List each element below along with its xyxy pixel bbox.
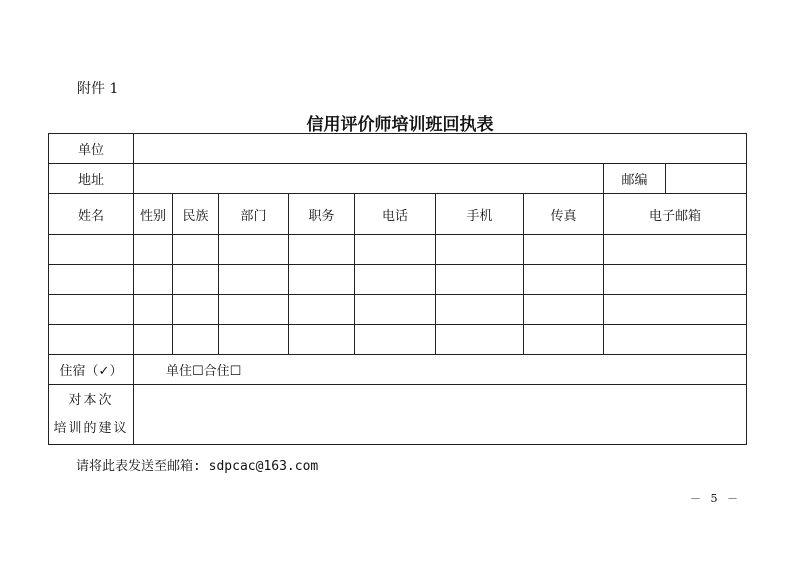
address-field[interactable]: [134, 164, 604, 194]
header-position: 职务: [289, 194, 355, 235]
suggestion-label: [49, 385, 134, 445]
cell-department[interactable]: [219, 295, 289, 325]
cell-phone[interactable]: [355, 325, 436, 355]
cell-phone[interactable]: [355, 235, 436, 265]
cell-mobile[interactable]: [436, 235, 524, 265]
cell-name[interactable]: [49, 295, 134, 325]
table-row: [49, 265, 747, 295]
header-phone: 电话: [355, 194, 436, 235]
cell-email[interactable]: [604, 235, 747, 265]
suggestion-label-line1: 对本次: [68, 392, 114, 408]
header-department: 部门: [219, 194, 289, 235]
lodging-label: 住宿（✓）: [49, 355, 134, 385]
cell-email[interactable]: [604, 325, 747, 355]
suggestion-label-line2: 培训的建议: [53, 420, 129, 436]
page-title: 信用评价师培训班回执表: [306, 115, 494, 135]
suggestion-field[interactable]: [134, 385, 747, 445]
cell-ethnicity[interactable]: [173, 295, 219, 325]
cell-email[interactable]: [604, 265, 747, 295]
header-mobile: 手机: [436, 194, 524, 235]
cell-gender[interactable]: [134, 265, 173, 295]
cell-ethnicity[interactable]: [173, 235, 219, 265]
cell-name[interactable]: [49, 235, 134, 265]
cell-position[interactable]: [289, 325, 355, 355]
table-row: [49, 235, 747, 265]
cell-mobile[interactable]: [436, 265, 524, 295]
unit-row: [49, 134, 747, 164]
cell-department[interactable]: [219, 235, 289, 265]
cell-gender[interactable]: [134, 295, 173, 325]
postcode-field[interactable]: [666, 164, 747, 194]
annex-label: 附件 1: [77, 81, 119, 97]
address-label: 地址: [49, 164, 134, 194]
lodging-row: [49, 355, 747, 385]
header-fax: 传真: [524, 194, 604, 235]
cell-ethnicity[interactable]: [173, 325, 219, 355]
cell-fax[interactable]: [524, 265, 604, 295]
unit-field[interactable]: [134, 134, 747, 164]
cell-fax[interactable]: [524, 235, 604, 265]
postcode-label: 邮编: [604, 164, 666, 194]
cell-position[interactable]: [289, 265, 355, 295]
cell-fax[interactable]: [524, 295, 604, 325]
cell-phone[interactable]: [355, 295, 436, 325]
cell-name[interactable]: [49, 325, 134, 355]
cell-department[interactable]: [219, 265, 289, 295]
page-number: － 5 －: [690, 492, 741, 505]
cell-gender[interactable]: [134, 235, 173, 265]
cell-gender[interactable]: [134, 325, 173, 355]
cell-ethnicity[interactable]: [173, 265, 219, 295]
unit-label: 单位: [49, 134, 134, 164]
lodging-options[interactable]: 单住☐合住☐: [134, 355, 747, 385]
cell-name[interactable]: [49, 265, 134, 295]
header-gender: 性别: [134, 194, 173, 235]
header-name: 姓名: [49, 194, 134, 235]
header-ethnicity: 民族: [173, 194, 219, 235]
cell-fax[interactable]: [524, 325, 604, 355]
registration-form-table: [48, 133, 747, 445]
address-row: [49, 164, 747, 194]
submission-note: 请将此表发送至邮箱: sdpcac@163.com: [76, 459, 319, 474]
header-row: [49, 194, 747, 235]
header-email: 电子邮箱: [604, 194, 747, 235]
cell-position[interactable]: [289, 295, 355, 325]
cell-position[interactable]: [289, 235, 355, 265]
table-row: [49, 325, 747, 355]
cell-phone[interactable]: [355, 265, 436, 295]
suggestion-row: [49, 385, 747, 445]
table-row: [49, 295, 747, 325]
cell-email[interactable]: [604, 295, 747, 325]
cell-mobile[interactable]: [436, 295, 524, 325]
cell-mobile[interactable]: [436, 325, 524, 355]
cell-department[interactable]: [219, 325, 289, 355]
